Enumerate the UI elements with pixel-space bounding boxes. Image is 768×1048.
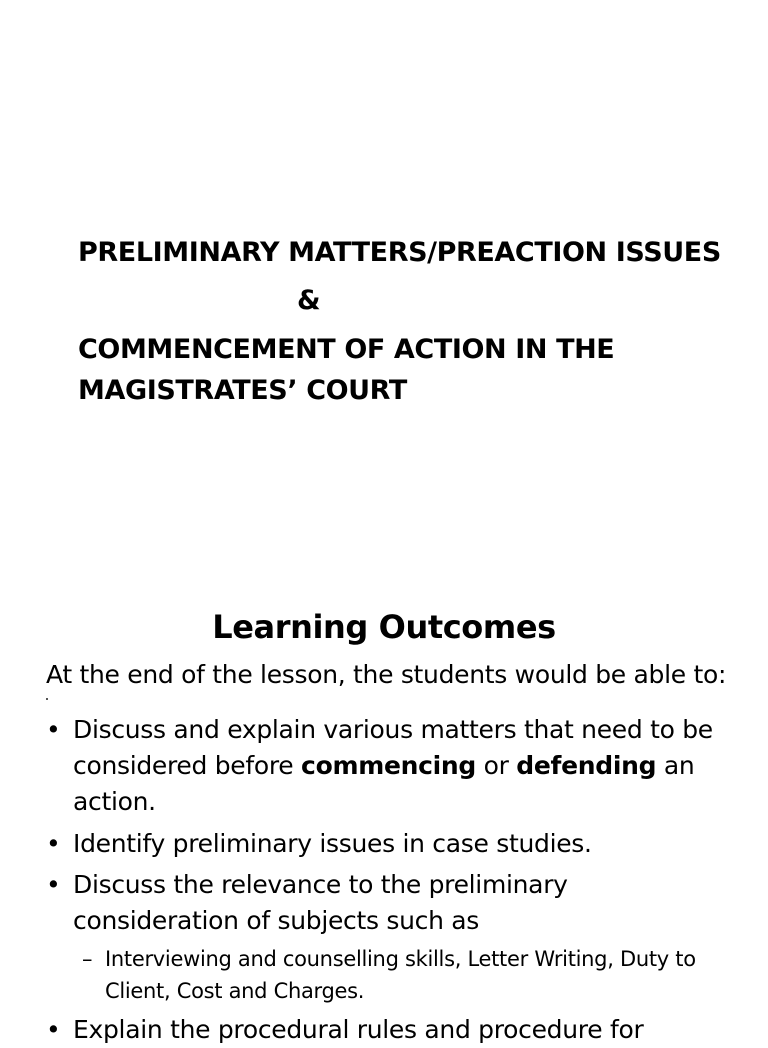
bullet-1-line-2 xyxy=(73,748,753,784)
bullet-1-mid: or xyxy=(475,751,517,780)
intro-text: At the end of the lesson, the students would be able to: xyxy=(46,660,727,689)
bullet-1-line-1: Discuss and explain various matters that need to be xyxy=(73,715,713,744)
stray-mark xyxy=(46,698,48,700)
bullet-icon: • xyxy=(46,829,61,858)
bullet-1-post: an xyxy=(656,751,695,780)
bullet-3-line-2: consideration of subjects such as xyxy=(73,906,480,935)
learning-outcomes-slide xyxy=(0,576,768,1044)
bullet-icon: • xyxy=(46,1015,61,1044)
sub-text-1 xyxy=(105,943,745,1007)
bullet-1-bold-defending: defending xyxy=(516,751,657,780)
bullet-text-3 xyxy=(73,867,753,939)
bullet-text-2: Identify preliminary issues in case studies. xyxy=(73,829,592,858)
title-line-4: MAGISTRATES’ COURT xyxy=(78,375,407,406)
bullet-icon: • xyxy=(46,715,61,744)
bullet-icon: • xyxy=(46,870,61,899)
sub-1-line-2: Client, Cost and Charges. xyxy=(105,979,365,1003)
bullet-3-line-1: Discuss the relevance to the preliminary xyxy=(73,870,568,899)
bullet-text-1 xyxy=(73,712,753,820)
dash-icon: – xyxy=(82,947,93,971)
bullet-1-pre: considered before xyxy=(73,751,302,780)
title-line-1: PRELIMINARY MATTERS/PREACTION ISSUES xyxy=(78,237,721,268)
title-ampersand: & xyxy=(297,285,321,316)
sub-1-line-1: Interviewing and counselling skills, Letter Writing, Duty to xyxy=(105,947,696,971)
bullet-1-line-3: action. xyxy=(73,787,156,816)
bullet-1-bold-commencing: commencing xyxy=(301,751,476,780)
bullet-text-4: Explain the procedural rules and procedure for xyxy=(73,1015,644,1044)
title-line-3: COMMENCEMENT OF ACTION IN THE xyxy=(78,334,615,365)
learning-outcomes-heading: Learning Outcomes xyxy=(212,608,556,646)
